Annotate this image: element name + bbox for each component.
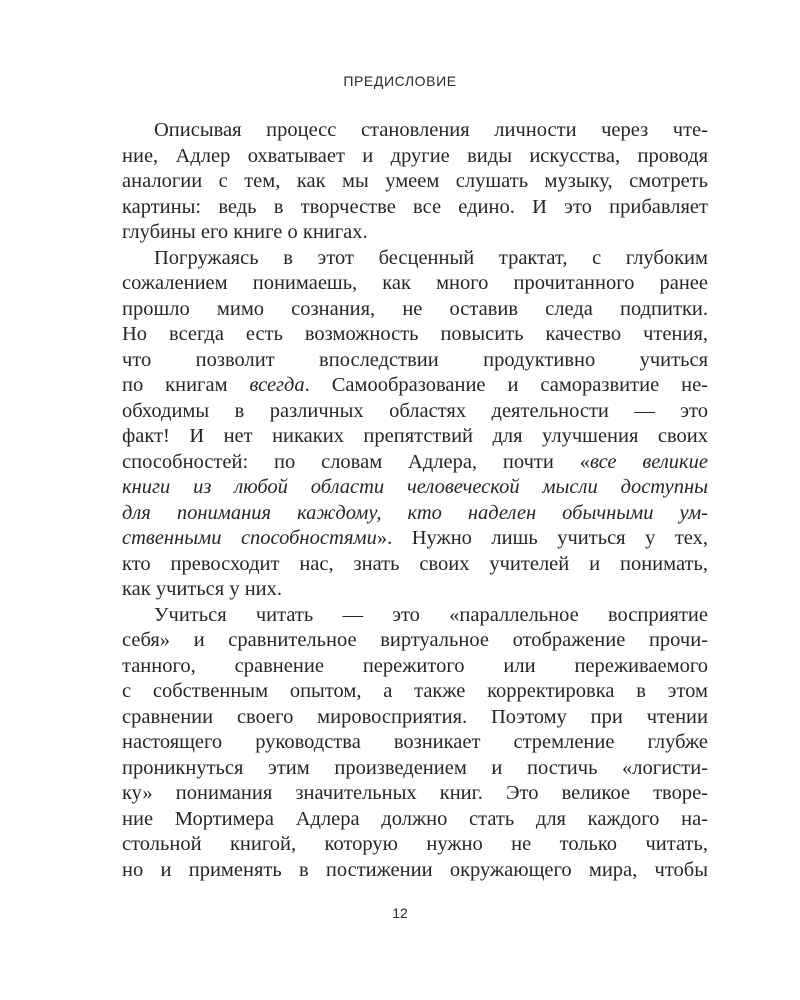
text-line: проникнуться этим произведением и постичь «логисти-: [122, 756, 708, 779]
text-line: себя» и сравнительное виртуальное отображение прочи-: [122, 629, 708, 651]
text-line: Но всегда есть возможность повысить качество чтения,: [122, 323, 708, 345]
emphasis-run: всегда: [249, 374, 305, 396]
text-line: кто превосходит нас, знать своих учителей и понимать,: [122, 552, 708, 575]
text-run: . Самообразование и саморазвитие не-: [304, 374, 708, 396]
text-line: как учиться у них.: [122, 578, 283, 600]
text-line: сожалением понимаешь, как много прочитанного ранее: [122, 272, 708, 294]
body-text: [122, 118, 708, 883]
text-line: Погружаясь в этот бесценный трактат, с глубоким: [154, 246, 708, 269]
text-line: танного, сравнение пережитого или переживаемого: [122, 654, 708, 677]
text-line-mixed: [122, 373, 708, 399]
text-line: стольной книгой, которую нужно не только читать,: [122, 833, 708, 855]
emphasis-run: все великие: [589, 450, 708, 473]
text-line: настоящего руководства возникает стремление глубже: [122, 731, 708, 753]
text-line: ку» понимания значительных книг. Это великое творе-: [122, 782, 708, 804]
emphasis-run: ственными способностями: [122, 527, 377, 549]
text-line: Описывая процесс становления личности через чте-: [154, 119, 708, 141]
text-line-mixed: [122, 526, 708, 552]
text-line: прошло мимо сознания, не оставив следа подпитки.: [122, 297, 708, 320]
text-line-italic: [122, 501, 708, 527]
text-line: но и применять в постижении окружающего мира, чтобы: [122, 858, 708, 881]
text-line: что позволит впоследствии продуктивно учиться: [122, 348, 708, 371]
text-line: обходимы в различных областях деятельности — это: [122, 399, 708, 422]
text-line: ние Мортимера Адлера должно стать для каждого на-: [122, 807, 708, 830]
text-line: аналогии с тем, как мы умеем слушать музыку, смотреть: [122, 170, 708, 192]
text-line: Учиться читать — это «параллельное восприятие: [154, 603, 708, 626]
text-line: факт! И нет никаких препятствий для улучшения своих: [122, 425, 708, 447]
running-head: ПРЕДИСЛОВИЕ: [343, 73, 457, 89]
text-line: с собственным опытом, а также корректировка в этом: [122, 680, 708, 702]
page-number: 12: [392, 905, 408, 921]
text-line: ние, Адлер охватывает и другие виды искусства, проводя: [122, 144, 708, 167]
text-line: картины: ведь в творчестве все едино. И это прибавляет: [122, 195, 708, 218]
text-line-mixed: [122, 450, 708, 476]
text-line: глубины его книге о книгах.: [122, 221, 368, 243]
text-run: способностей: по словам Адлера, почти «: [122, 450, 590, 473]
emphasis-run: для понимания каждому, кто наделен обычными ум-: [122, 501, 708, 524]
emphasis-run: книги из любой области человеческой мысли доступны: [122, 476, 708, 498]
text-run: по книгам: [122, 374, 250, 396]
text-line-italic: [122, 475, 708, 501]
text-line: сравнении своего мировосприятия. Поэтому при чтении: [122, 705, 708, 728]
text-run: ». Нужно лишь учиться у тех,: [376, 527, 708, 549]
